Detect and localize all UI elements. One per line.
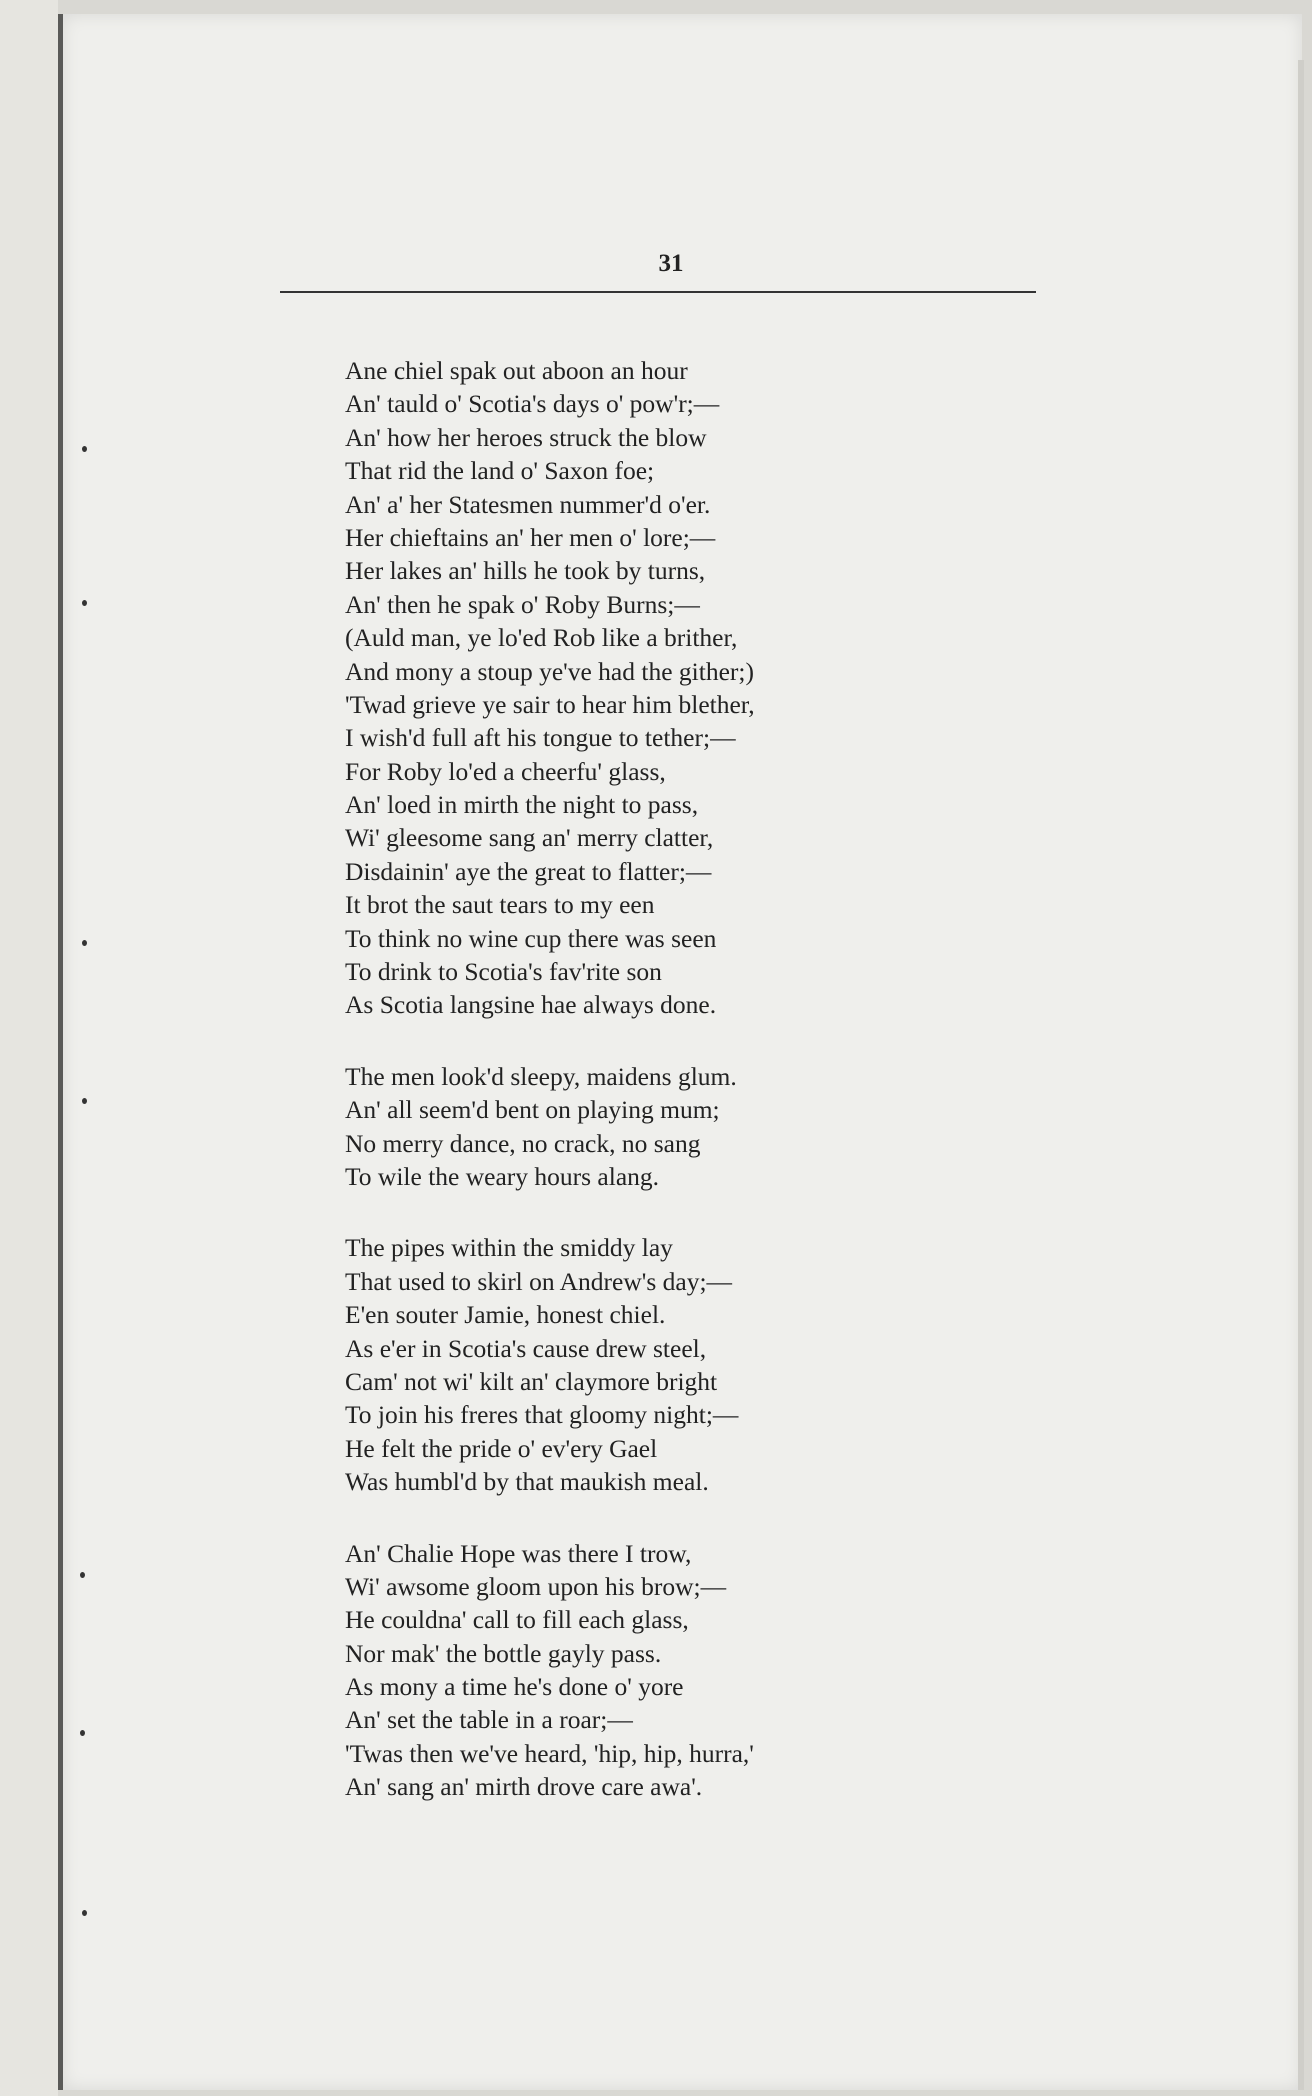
poem-line: To think no wine cup there was seen — [345, 923, 717, 953]
poem-line: He felt the pride o' ev'ery Gael — [345, 1433, 658, 1463]
poem-line: Was humbl'd by that maukish meal. — [345, 1467, 709, 1497]
poem-line: As e'er in Scotia's cause drew steel, — [345, 1333, 707, 1363]
poem-line: An' tauld o' Scotia's days o' pow'r;— — [345, 389, 720, 419]
poem-line: An' a' her Statesmen nummer'd o'er. — [345, 489, 711, 519]
poem-line: An' sang an' mirth drove care awa'. — [345, 1772, 703, 1802]
poem-line: Her chieftains an' her men o' lore;— — [345, 522, 716, 552]
poem-line: (Auld man, ye lo'ed Rob like a brither, — [345, 623, 738, 653]
poem-line: No merry dance, no crack, no sang — [345, 1128, 701, 1158]
poem-line: That rid the land o' Saxon foe; — [345, 456, 655, 486]
poem-line: To wile the weary hours alang. — [345, 1161, 660, 1191]
poem-line: As Scotia langsine hae always done. — [345, 990, 717, 1020]
poem-line: He couldna' call to fill each glass, — [345, 1605, 689, 1635]
poem-line: Wi' gleesome sang an' merry clatter, — [345, 823, 714, 853]
stanza-gap — [345, 1193, 1005, 1231]
stanza-gap — [345, 1022, 1005, 1060]
poem-line: Cam' not wi' kilt an' claymore bright — [345, 1366, 718, 1396]
margin-speck — [82, 600, 87, 606]
poem-line: The pipes within the smiddy lay — [345, 1233, 673, 1263]
poem-line: Nor mak' the bottle gayly pass. — [345, 1638, 662, 1668]
stanza — [345, 1537, 1005, 1804]
poem-line: The men look'd sleepy, maidens glum. — [345, 1061, 737, 1091]
poem-line: 'Twas then we've heard, 'hip, hip, hurra,' — [345, 1738, 754, 1768]
poem-line: An' all seem'd bent on playing mum; — [345, 1095, 720, 1125]
poem-line: An' then he spak o' Roby Burns;— — [345, 589, 700, 619]
margin-speck — [82, 446, 87, 452]
stanza — [345, 1231, 1005, 1498]
poem-line: It brot the saut tears to my een — [345, 890, 655, 920]
stanza — [345, 1060, 1005, 1194]
poem-body — [345, 354, 1005, 1804]
poem-line: Ane chiel spak out aboon an hour — [345, 356, 688, 385]
poem-line: Wi' awsome gloom upon his brow;— — [345, 1571, 727, 1601]
page-binding-edge — [58, 14, 63, 2090]
poem-line: An' Chalie Hope was there I trow, — [345, 1538, 692, 1568]
poem-line: An' set the table in a roar;— — [345, 1705, 633, 1735]
header-rule — [280, 291, 1036, 293]
poem-line: That used to skirl on Andrew's day;— — [345, 1266, 733, 1296]
stanza — [345, 354, 1005, 1022]
poem-line: To drink to Scotia's fav'rite son — [345, 957, 662, 987]
poem-line: To join his freres that gloomy night;— — [345, 1400, 739, 1430]
poem-line: As mony a time he's done o' yore — [345, 1672, 684, 1702]
poem-line: Her lakes an' hills he took by turns, — [345, 556, 706, 586]
poem-line: Disdainin' aye the great to flatter;— — [345, 856, 712, 886]
poem-line: An' loed in mirth the night to pass, — [345, 790, 699, 820]
poem-line: And mony a stoup ye've had the gither;) — [345, 656, 754, 686]
poem-line: E'en souter Jamie, honest chiel. — [345, 1300, 666, 1330]
margin-speck — [80, 1572, 85, 1578]
margin-speck — [82, 940, 87, 946]
poem-line: An' how her heroes struck the blow — [345, 422, 707, 452]
margin-speck — [80, 1730, 85, 1736]
poem-line: For Roby lo'ed a cheerfu' glass, — [345, 756, 666, 786]
poem-line: 'Twad grieve ye sair to hear him blether, — [345, 689, 755, 719]
page-right-edge — [1298, 60, 1304, 2090]
page-number: 31 — [658, 250, 684, 277]
adjacent-page-edge — [0, 0, 58, 2096]
stanza-gap — [345, 1499, 1005, 1537]
margin-speck — [82, 1098, 87, 1104]
margin-speck — [82, 1910, 87, 1916]
poem-line: I wish'd full aft his tongue to tether;— — [345, 723, 736, 753]
